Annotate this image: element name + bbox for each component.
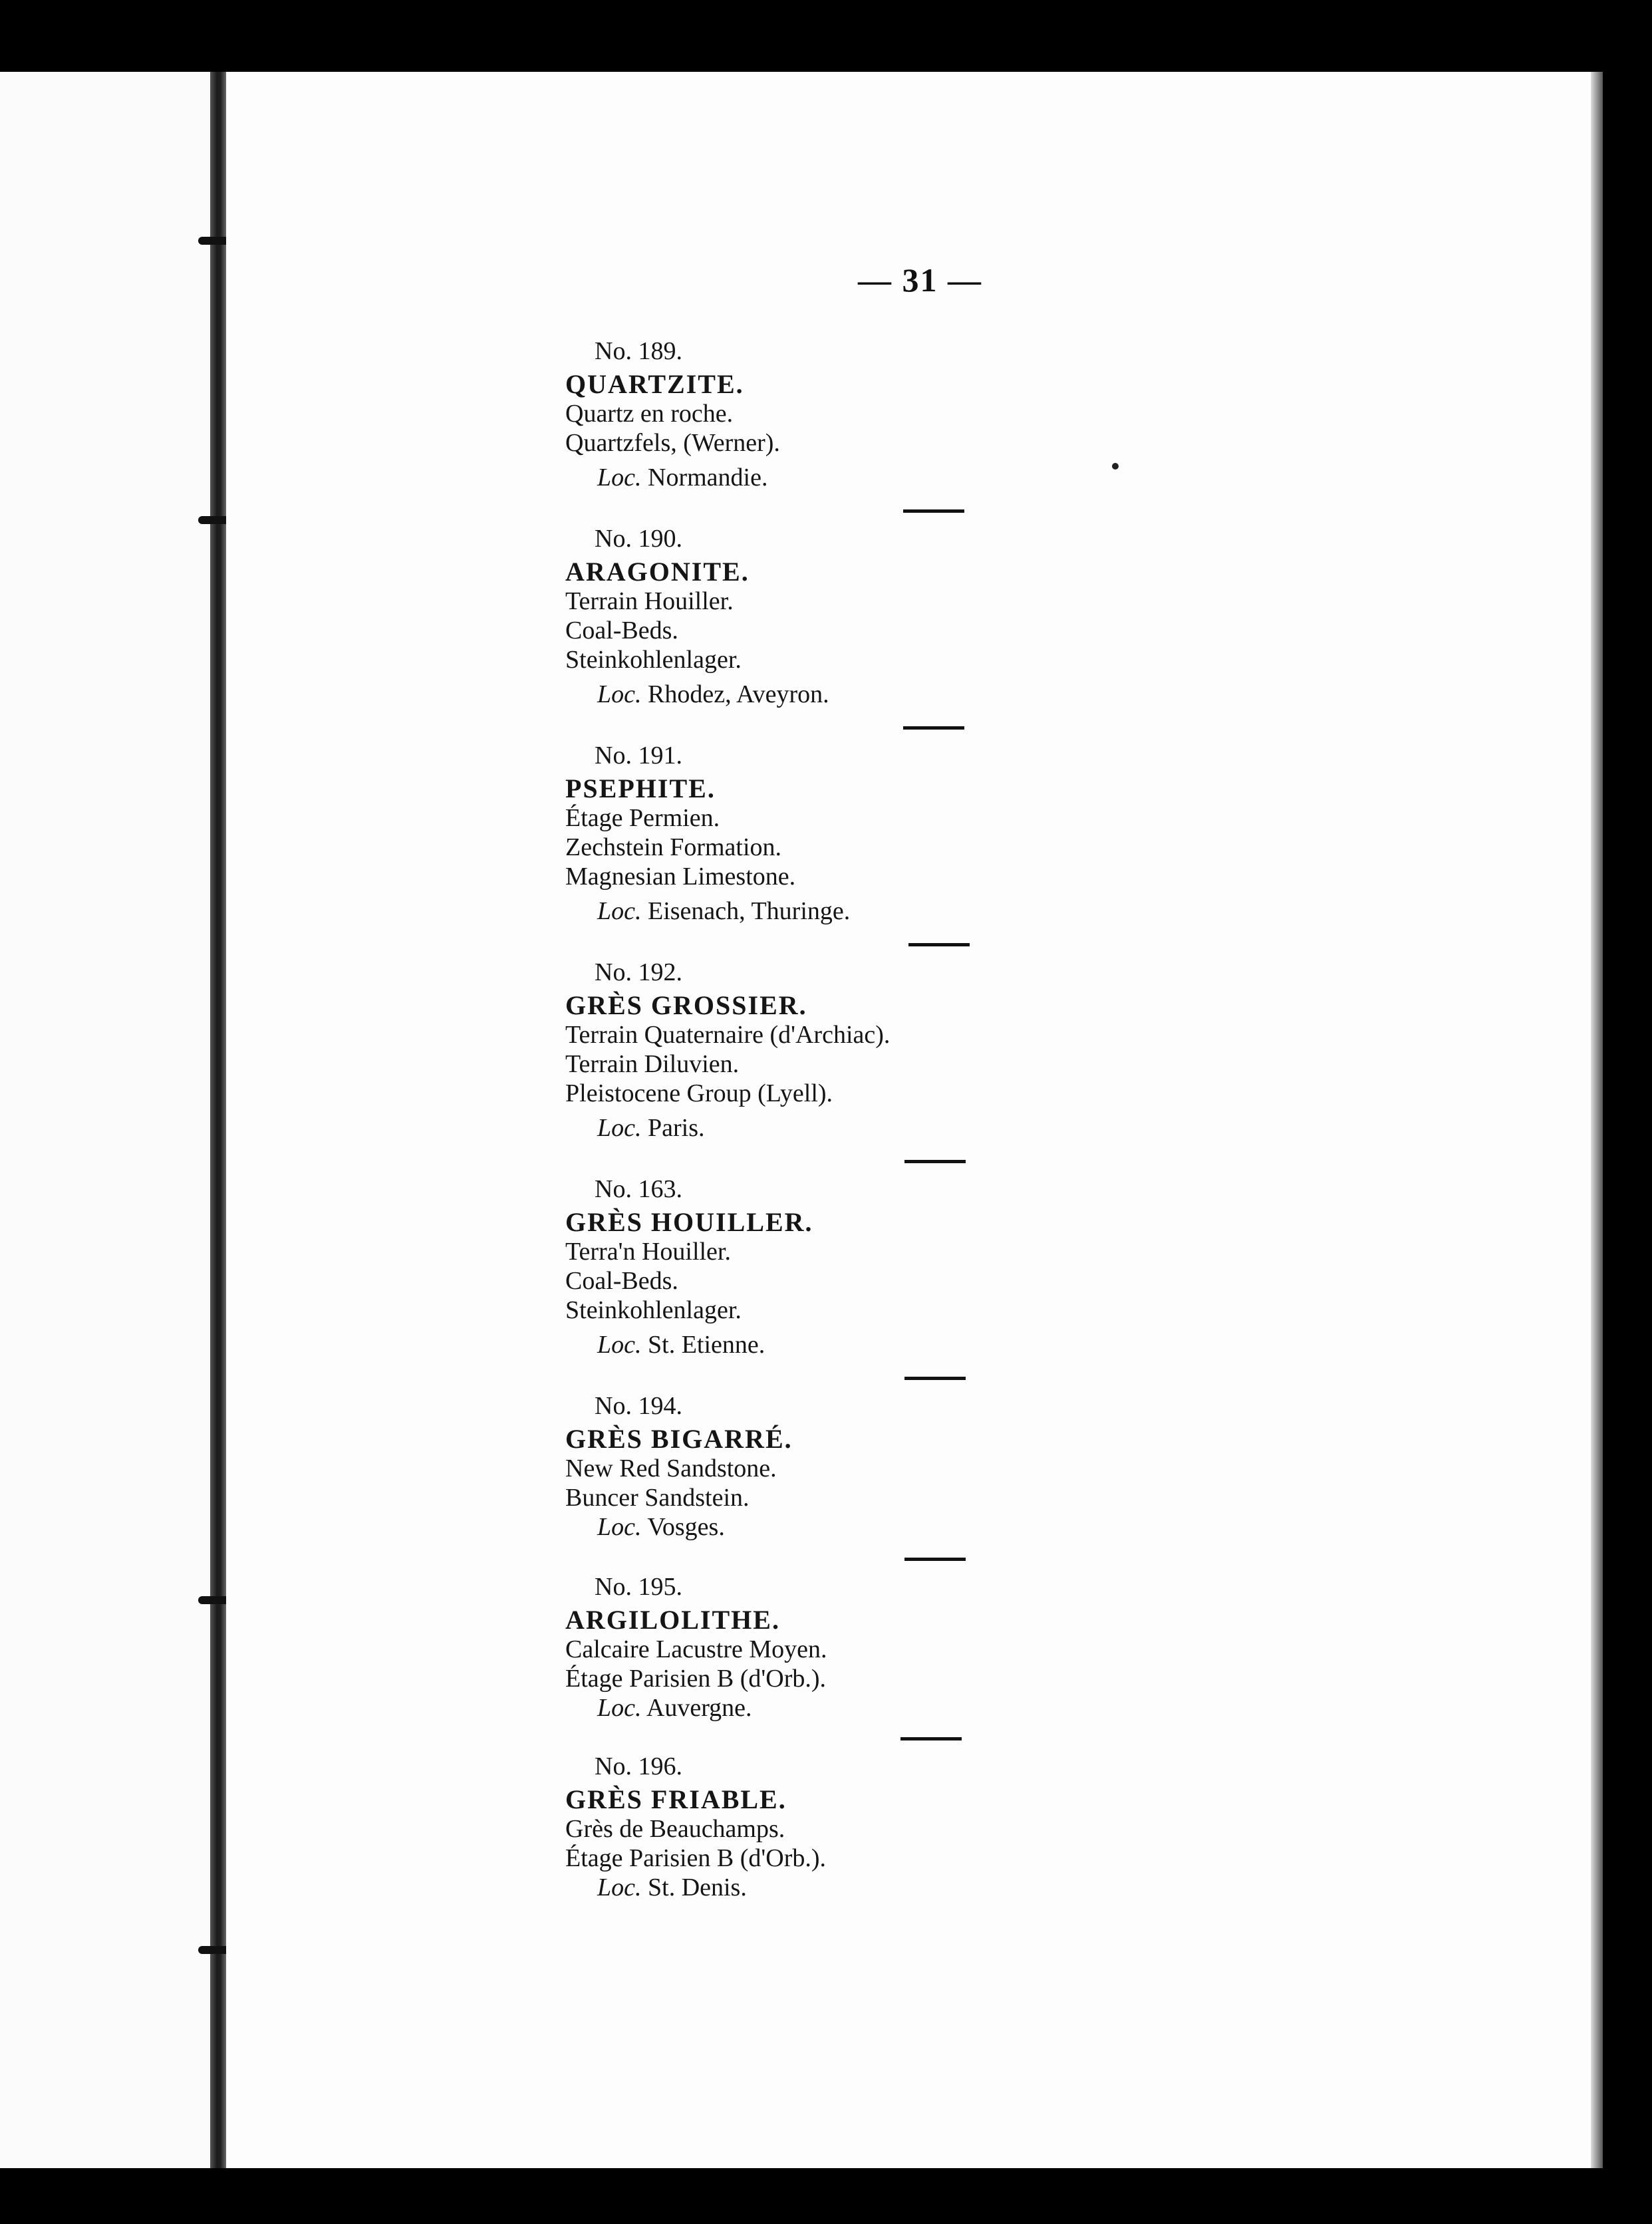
entry-synonym: Terrain Houiller. [565,587,734,615]
entry-synonym: Steinkohlenlager. [565,646,742,674]
entry-name: PSEPHITE. [565,773,716,803]
locality-label: Loc. [597,1114,642,1142]
entry-name: ARAGONITE. [565,557,750,587]
entry-locality [597,1113,890,1143]
right-page [226,72,1596,2168]
entry-number: No. 194. [595,1392,682,1420]
separator-rule [900,1737,962,1740]
locality-value: Rhodez, Aveyron. [648,680,829,708]
specimen-entry [565,1572,827,1723]
entry-name: GRÈS FRIABLE. [565,1784,787,1814]
entry-synonym: Terrain Diluvien. [565,1050,740,1078]
locality-label: Loc. [597,464,642,491]
separator-rule [904,1558,966,1561]
specimen-entry [565,1752,826,1902]
locality-label: Loc. [597,1874,642,1901]
entry-name: GRÈS BIGARRÉ. [565,1424,793,1454]
entry-number: No. 163. [595,1175,682,1203]
entry-synonym: Coal-Beds. [565,617,678,644]
entry-name: ARGILOLITHE. [565,1605,780,1635]
entry-name: GRÈS HOUILLER. [565,1207,813,1237]
page-number: — 31 — [858,261,982,299]
entry-synonym: Quartz en roche. [565,400,734,428]
entry-synonym: Magnesian Limestone. [565,863,796,891]
locality-value: Vosges. [647,1513,725,1541]
entry-synonym: Quartzfels, (Werner). [565,429,780,457]
locality-label: Loc. [597,680,642,708]
left-page-edge [0,72,220,2168]
entry-synonym: New Red Sandstone. [565,1455,777,1482]
locality-value: Normandie. [648,464,768,491]
entry-synonym: Pleistocene Group (Lyell). [565,1079,833,1107]
locality-label: Loc. [597,1694,642,1722]
entry-locality [597,1693,827,1723]
entry-locality [597,897,850,926]
separator-rule [903,509,964,513]
entry-synonym: Calcaire Lacustre Moyen. [565,1635,827,1663]
separator-rule [903,726,964,730]
entry-number: No. 195. [595,1573,682,1601]
entry-name: QUARTZITE. [565,369,744,399]
separator-rule [908,943,970,946]
separator-rule [904,1377,966,1380]
entry-synonym: Steinkohlenlager. [565,1296,742,1324]
entry-synonym: Terrain Quaternaire (d'Archiac). [565,1021,891,1049]
entry-synonym: Zechstein Formation. [565,833,782,861]
entry-number: No. 190. [595,525,682,553]
book-gutter [210,72,227,2168]
entry-synonym: Étage Parisien B (d'Orb.). [565,1844,827,1872]
right-page-edge [1591,72,1603,2168]
ink-speck [1112,463,1119,470]
locality-value: Paris. [648,1114,705,1142]
separator-rule [904,1160,966,1163]
locality-value: St. Denis. [648,1874,747,1901]
specimen-entry [565,1391,793,1542]
specimen-entry [565,337,780,492]
locality-value: Eisenach, Thuringe. [648,897,851,925]
entry-locality [597,680,829,709]
entry-synonym: Coal-Beds. [565,1267,678,1295]
entry-synonym: Terra'n Houiller. [565,1238,731,1266]
specimen-entry [565,524,829,709]
locality-label: Loc. [597,1331,642,1359]
locality-value: St. Etienne. [648,1331,765,1359]
specimen-entry [565,1175,813,1359]
entry-locality [597,463,780,492]
entry-synonym: Étage Parisien B (d'Orb.). [565,1665,827,1693]
entry-locality [597,1330,813,1359]
entry-locality [597,1512,793,1542]
locality-value: Auvergne. [646,1694,752,1722]
entry-number: No. 196. [595,1752,682,1780]
entry-synonym: Buncer Sandstein. [565,1484,750,1512]
entry-synonym: Grès de Beauchamps. [565,1815,785,1843]
locality-label: Loc. [597,897,642,925]
entry-number: No. 191. [595,742,682,769]
locality-label: Loc. [597,1513,642,1541]
entry-number: No. 189. [595,337,682,365]
entry-name: GRÈS GROSSIER. [565,990,807,1020]
specimen-entry [565,958,890,1143]
entry-synonym: Étage Permien. [565,804,720,832]
specimen-entry [565,741,850,926]
entry-locality [597,1873,826,1902]
entry-number: No. 192. [595,958,682,986]
